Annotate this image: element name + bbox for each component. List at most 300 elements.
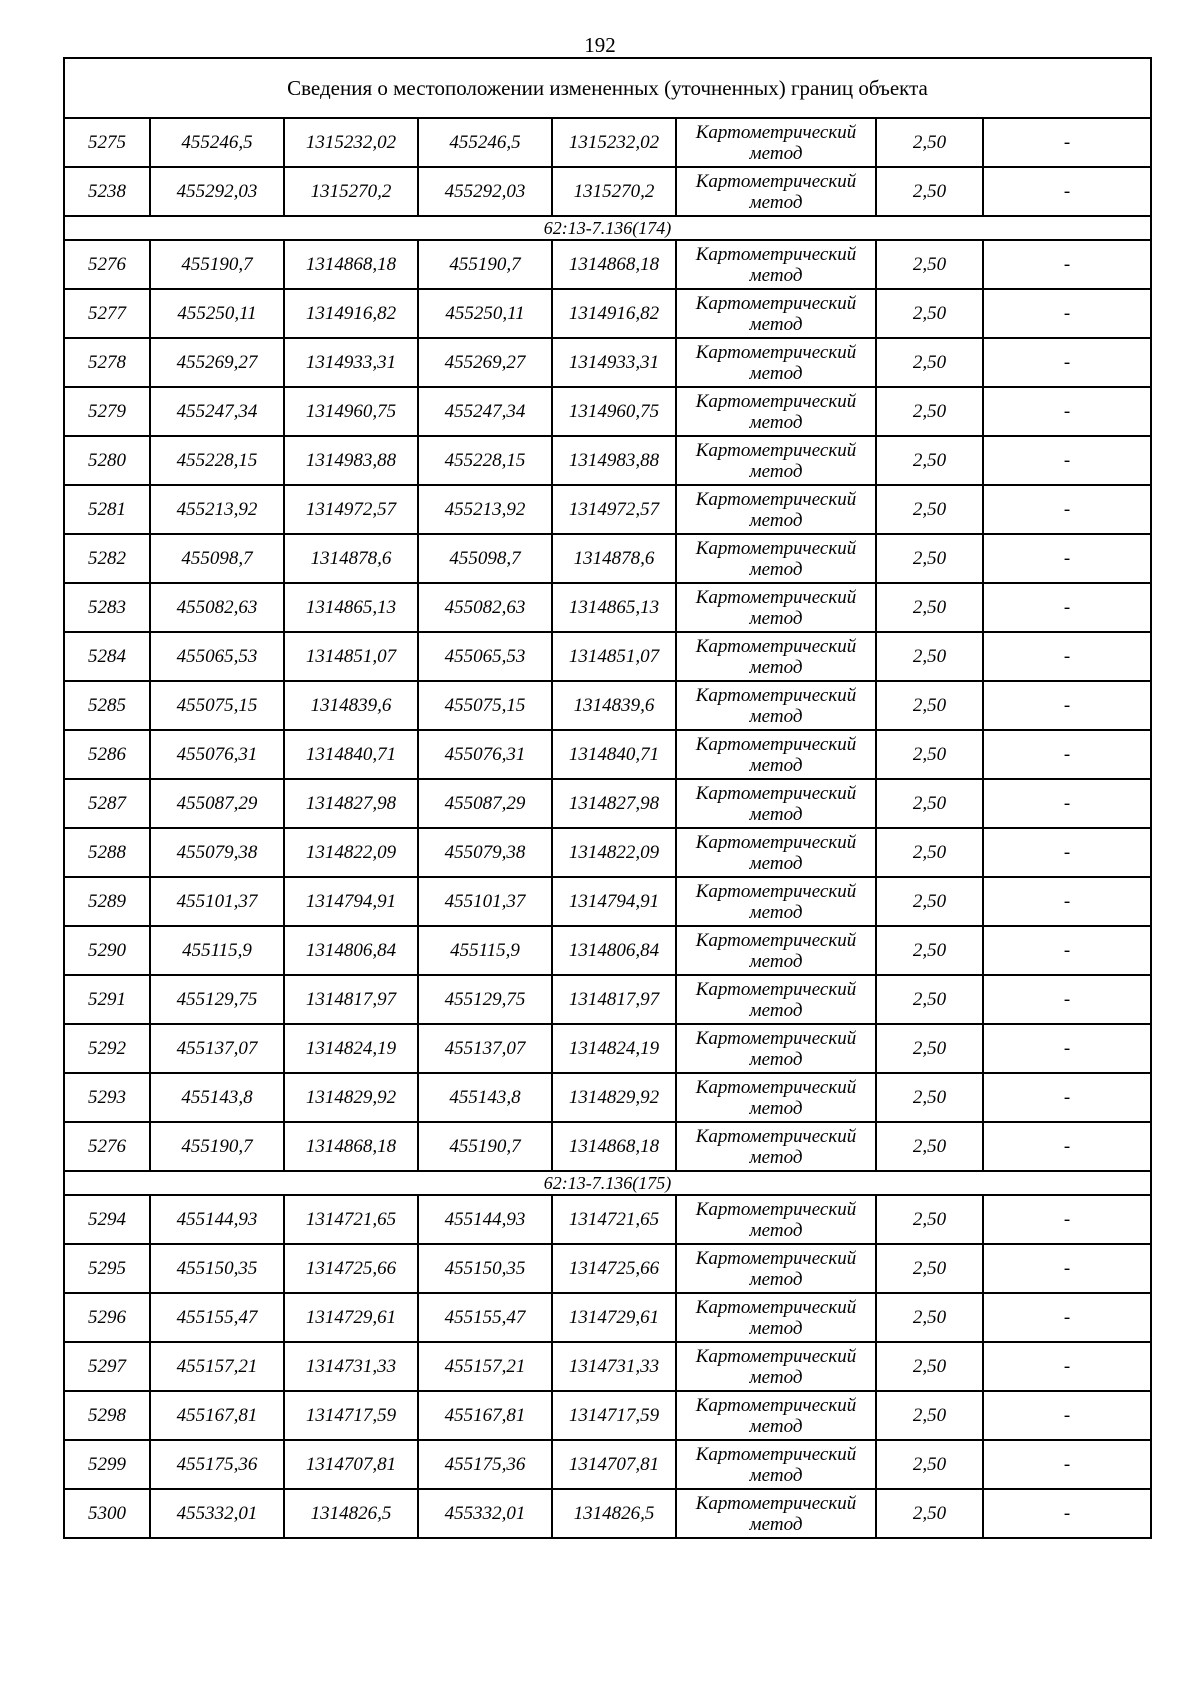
description-cell: - <box>983 1342 1151 1391</box>
method-line-1: Картометрический <box>695 782 857 804</box>
y-existing-cell: 1314806,84 <box>284 926 418 975</box>
y-existing-cell: 1314725,66 <box>284 1244 418 1293</box>
description-cell: - <box>983 1489 1151 1538</box>
point-number-cell: 5299 <box>64 1440 150 1489</box>
x-refined-cell: 455075,15 <box>418 681 552 730</box>
point-number-cell: 5289 <box>64 877 150 926</box>
point-number-cell: 5238 <box>64 167 150 216</box>
y-existing-cell: 1314868,18 <box>284 240 418 289</box>
method-cell <box>676 828 876 877</box>
method-cell <box>676 877 876 926</box>
y-refined-cell: 1314829,92 <box>552 1073 676 1122</box>
method-line-2: метод <box>749 1268 803 1290</box>
y-existing-cell: 1314840,71 <box>284 730 418 779</box>
method-line-2: метод <box>749 607 803 629</box>
precision-cell: 2,50 <box>876 534 983 583</box>
method-line-1: Картометрический <box>695 1394 857 1416</box>
precision-cell: 2,50 <box>876 167 983 216</box>
y-existing-cell: 1314933,31 <box>284 338 418 387</box>
y-refined-cell: 1314729,61 <box>552 1293 676 1342</box>
x-existing-cell: 455075,15 <box>150 681 284 730</box>
y-refined-cell: 1314707,81 <box>552 1440 676 1489</box>
point-number-cell: 5298 <box>64 1391 150 1440</box>
description-cell: - <box>983 730 1151 779</box>
precision-cell: 2,50 <box>876 1293 983 1342</box>
table-row <box>64 1122 1151 1171</box>
point-number-cell: 5286 <box>64 730 150 779</box>
method-cell <box>676 779 876 828</box>
description-cell: - <box>983 436 1151 485</box>
method-cell <box>676 1342 876 1391</box>
x-refined-cell: 455098,7 <box>418 534 552 583</box>
table-row <box>64 1195 1151 1244</box>
x-existing-cell: 455144,93 <box>150 1195 284 1244</box>
y-refined-cell: 1314868,18 <box>552 240 676 289</box>
precision-cell: 2,50 <box>876 118 983 167</box>
y-refined-cell: 1314827,98 <box>552 779 676 828</box>
table-row <box>64 387 1151 436</box>
precision-cell: 2,50 <box>876 975 983 1024</box>
method-line-1: Картометрический <box>695 121 857 143</box>
y-existing-cell: 1315232,02 <box>284 118 418 167</box>
x-refined-cell: 455246,5 <box>418 118 552 167</box>
x-existing-cell: 455292,03 <box>150 167 284 216</box>
x-refined-cell: 455115,9 <box>418 926 552 975</box>
table-row <box>64 289 1151 338</box>
coordinates-table <box>63 57 1152 1539</box>
y-refined-cell: 1314717,59 <box>552 1391 676 1440</box>
description-cell: - <box>983 975 1151 1024</box>
description-cell: - <box>983 387 1151 436</box>
method-line-1: Картометрический <box>695 243 857 265</box>
x-refined-cell: 455155,47 <box>418 1293 552 1342</box>
x-refined-cell: 455137,07 <box>418 1024 552 1073</box>
table-title-row <box>64 58 1151 118</box>
method-cell <box>676 118 876 167</box>
y-refined-cell: 1314794,91 <box>552 877 676 926</box>
table-row <box>64 338 1151 387</box>
precision-cell: 2,50 <box>876 583 983 632</box>
x-refined-cell: 455076,31 <box>418 730 552 779</box>
method-cell <box>676 167 876 216</box>
precision-cell: 2,50 <box>876 1440 983 1489</box>
table-row <box>64 1244 1151 1293</box>
x-refined-cell: 455228,15 <box>418 436 552 485</box>
method-line-1: Картометрический <box>695 880 857 902</box>
page-number: 192 <box>584 33 616 57</box>
method-cell <box>676 1440 876 1489</box>
x-refined-cell: 455065,53 <box>418 632 552 681</box>
y-existing-cell: 1314822,09 <box>284 828 418 877</box>
point-number-cell: 5291 <box>64 975 150 1024</box>
method-line-1: Картометрический <box>695 733 857 755</box>
description-cell: - <box>983 1073 1151 1122</box>
y-existing-cell: 1314817,97 <box>284 975 418 1024</box>
method-line-1: Картометрический <box>695 1125 857 1147</box>
method-line-2: метод <box>749 264 803 286</box>
method-cell <box>676 240 876 289</box>
method-cell <box>676 1122 876 1171</box>
method-cell <box>676 1024 876 1073</box>
y-refined-cell: 1314721,65 <box>552 1195 676 1244</box>
description-cell: - <box>983 926 1151 975</box>
table-row <box>64 681 1151 730</box>
description-cell: - <box>983 118 1151 167</box>
method-cell <box>676 1195 876 1244</box>
method-cell <box>676 632 876 681</box>
method-cell <box>676 681 876 730</box>
x-existing-cell: 455269,27 <box>150 338 284 387</box>
precision-cell: 2,50 <box>876 485 983 534</box>
method-cell <box>676 583 876 632</box>
precision-cell: 2,50 <box>876 1195 983 1244</box>
section-row <box>64 216 1151 240</box>
point-number-cell: 5293 <box>64 1073 150 1122</box>
method-line-1: Картометрический <box>695 1492 857 1514</box>
description-cell: - <box>983 1024 1151 1073</box>
x-existing-cell: 455250,11 <box>150 289 284 338</box>
method-line-1: Картометрический <box>695 1247 857 1269</box>
description-cell: - <box>983 240 1151 289</box>
description-cell: - <box>983 289 1151 338</box>
x-refined-cell: 455269,27 <box>418 338 552 387</box>
precision-cell: 2,50 <box>876 828 983 877</box>
table-row <box>64 167 1151 216</box>
description-cell: - <box>983 828 1151 877</box>
x-existing-cell: 455167,81 <box>150 1391 284 1440</box>
point-number-cell: 5278 <box>64 338 150 387</box>
x-refined-cell: 455190,7 <box>418 240 552 289</box>
method-line-2: метод <box>749 362 803 384</box>
method-line-2: метод <box>749 1415 803 1437</box>
point-number-cell: 5300 <box>64 1489 150 1538</box>
y-existing-cell: 1314960,75 <box>284 387 418 436</box>
point-number-cell: 5290 <box>64 926 150 975</box>
method-line-1: Картометрический <box>695 341 857 363</box>
method-cell <box>676 926 876 975</box>
description-cell: - <box>983 1244 1151 1293</box>
method-cell <box>676 1391 876 1440</box>
x-existing-cell: 455246,5 <box>150 118 284 167</box>
section-label: 62:13-7.136(175) <box>64 1171 1151 1195</box>
method-line-2: метод <box>749 1464 803 1486</box>
y-refined-cell: 1314817,97 <box>552 975 676 1024</box>
precision-cell: 2,50 <box>876 387 983 436</box>
description-cell: - <box>983 1293 1151 1342</box>
method-cell <box>676 730 876 779</box>
table-row <box>64 534 1151 583</box>
method-line-2: метод <box>749 950 803 972</box>
point-number-cell: 5280 <box>64 436 150 485</box>
table-row <box>64 436 1151 485</box>
point-number-cell: 5297 <box>64 1342 150 1391</box>
method-line-1: Картометрический <box>695 292 857 314</box>
y-existing-cell: 1314851,07 <box>284 632 418 681</box>
x-existing-cell: 455101,37 <box>150 877 284 926</box>
y-refined-cell: 1314839,6 <box>552 681 676 730</box>
method-line-1: Картометрический <box>695 635 857 657</box>
y-refined-cell: 1314972,57 <box>552 485 676 534</box>
precision-cell: 2,50 <box>876 1073 983 1122</box>
y-existing-cell: 1314865,13 <box>284 583 418 632</box>
x-existing-cell: 455115,9 <box>150 926 284 975</box>
description-cell: - <box>983 877 1151 926</box>
table-row <box>64 632 1151 681</box>
description-cell: - <box>983 167 1151 216</box>
precision-cell: 2,50 <box>876 1244 983 1293</box>
x-refined-cell: 455129,75 <box>418 975 552 1024</box>
point-number-cell: 5283 <box>64 583 150 632</box>
table-row <box>64 926 1151 975</box>
x-refined-cell: 455101,37 <box>418 877 552 926</box>
method-cell <box>676 1073 876 1122</box>
y-existing-cell: 1314868,18 <box>284 1122 418 1171</box>
precision-cell: 2,50 <box>876 338 983 387</box>
table-row <box>64 485 1151 534</box>
method-line-1: Картометрический <box>695 488 857 510</box>
description-cell: - <box>983 681 1151 730</box>
precision-cell: 2,50 <box>876 926 983 975</box>
x-existing-cell: 455137,07 <box>150 1024 284 1073</box>
x-existing-cell: 455213,92 <box>150 485 284 534</box>
y-refined-cell: 1314822,09 <box>552 828 676 877</box>
table-row <box>64 1073 1151 1122</box>
x-refined-cell: 455250,11 <box>418 289 552 338</box>
y-existing-cell: 1314721,65 <box>284 1195 418 1244</box>
x-existing-cell: 455098,7 <box>150 534 284 583</box>
point-number-cell: 5294 <box>64 1195 150 1244</box>
y-existing-cell: 1314916,82 <box>284 289 418 338</box>
method-line-1: Картометрический <box>695 439 857 461</box>
x-refined-cell: 455082,63 <box>418 583 552 632</box>
x-refined-cell: 455150,35 <box>418 1244 552 1293</box>
precision-cell: 2,50 <box>876 632 983 681</box>
description-cell: - <box>983 1391 1151 1440</box>
description-cell: - <box>983 338 1151 387</box>
x-existing-cell: 455082,63 <box>150 583 284 632</box>
x-existing-cell: 455087,29 <box>150 779 284 828</box>
method-line-2: метод <box>749 901 803 923</box>
method-line-2: метод <box>749 999 803 1021</box>
point-number-cell: 5279 <box>64 387 150 436</box>
method-line-1: Картометрический <box>695 929 857 951</box>
x-refined-cell: 455332,01 <box>418 1489 552 1538</box>
x-refined-cell: 455079,38 <box>418 828 552 877</box>
method-line-2: метод <box>749 1317 803 1339</box>
method-cell <box>676 1293 876 1342</box>
method-line-2: метод <box>749 1366 803 1388</box>
y-refined-cell: 1314916,82 <box>552 289 676 338</box>
point-number-cell: 5276 <box>64 1122 150 1171</box>
y-refined-cell: 1315270,2 <box>552 167 676 216</box>
section-label: 62:13-7.136(174) <box>64 216 1151 240</box>
y-existing-cell: 1314717,59 <box>284 1391 418 1440</box>
table-title: Сведения о местоположении измененных (уточненных) границ объекта <box>64 58 1151 118</box>
y-existing-cell: 1314707,81 <box>284 1440 418 1489</box>
y-existing-cell: 1314829,92 <box>284 1073 418 1122</box>
x-existing-cell: 455332,01 <box>150 1489 284 1538</box>
x-refined-cell: 455157,21 <box>418 1342 552 1391</box>
method-cell <box>676 289 876 338</box>
description-cell: - <box>983 485 1151 534</box>
method-cell <box>676 436 876 485</box>
precision-cell: 2,50 <box>876 1489 983 1538</box>
table-row <box>64 828 1151 877</box>
x-existing-cell: 455228,15 <box>150 436 284 485</box>
method-line-1: Картометрический <box>695 684 857 706</box>
method-line-2: метод <box>749 852 803 874</box>
y-existing-cell: 1314729,61 <box>284 1293 418 1342</box>
x-existing-cell: 455129,75 <box>150 975 284 1024</box>
precision-cell: 2,50 <box>876 289 983 338</box>
y-refined-cell: 1315232,02 <box>552 118 676 167</box>
method-line-2: метод <box>749 142 803 164</box>
method-line-1: Картометрический <box>695 390 857 412</box>
method-line-2: метод <box>749 558 803 580</box>
x-refined-cell: 455292,03 <box>418 167 552 216</box>
y-refined-cell: 1314851,07 <box>552 632 676 681</box>
method-line-1: Картометрический <box>695 1443 857 1465</box>
y-refined-cell: 1314806,84 <box>552 926 676 975</box>
point-number-cell: 5292 <box>64 1024 150 1073</box>
method-line-1: Картометрический <box>695 586 857 608</box>
table-row <box>64 975 1151 1024</box>
method-line-1: Картометрический <box>695 1345 857 1367</box>
x-existing-cell: 455150,35 <box>150 1244 284 1293</box>
point-number-cell: 5277 <box>64 289 150 338</box>
method-cell <box>676 534 876 583</box>
method-cell <box>676 1244 876 1293</box>
method-line-2: метод <box>749 191 803 213</box>
method-line-2: метод <box>749 313 803 335</box>
method-line-2: метод <box>749 1146 803 1168</box>
y-refined-cell: 1314983,88 <box>552 436 676 485</box>
table-row <box>64 1293 1151 1342</box>
method-line-2: метод <box>749 411 803 433</box>
precision-cell: 2,50 <box>876 730 983 779</box>
method-line-1: Картометрический <box>695 1027 857 1049</box>
table-row <box>64 583 1151 632</box>
point-number-cell: 5288 <box>64 828 150 877</box>
y-existing-cell: 1314826,5 <box>284 1489 418 1538</box>
table-row <box>64 118 1151 167</box>
precision-cell: 2,50 <box>876 681 983 730</box>
table-row <box>64 1489 1151 1538</box>
method-line-2: метод <box>749 1513 803 1535</box>
description-cell: - <box>983 583 1151 632</box>
x-refined-cell: 455247,34 <box>418 387 552 436</box>
point-number-cell: 5284 <box>64 632 150 681</box>
x-existing-cell: 455076,31 <box>150 730 284 779</box>
x-existing-cell: 455190,7 <box>150 240 284 289</box>
precision-cell: 2,50 <box>876 240 983 289</box>
y-refined-cell: 1314840,71 <box>552 730 676 779</box>
method-cell <box>676 975 876 1024</box>
method-line-2: метод <box>749 754 803 776</box>
method-line-2: метод <box>749 460 803 482</box>
description-cell: - <box>983 779 1151 828</box>
y-refined-cell: 1314824,19 <box>552 1024 676 1073</box>
x-existing-cell: 455190,7 <box>150 1122 284 1171</box>
y-refined-cell: 1314731,33 <box>552 1342 676 1391</box>
y-existing-cell: 1314731,33 <box>284 1342 418 1391</box>
x-refined-cell: 455190,7 <box>418 1122 552 1171</box>
point-number-cell: 5281 <box>64 485 150 534</box>
method-line-1: Картометрический <box>695 1296 857 1318</box>
point-number-cell: 5275 <box>64 118 150 167</box>
y-existing-cell: 1314794,91 <box>284 877 418 926</box>
table-row <box>64 1024 1151 1073</box>
y-refined-cell: 1314960,75 <box>552 387 676 436</box>
method-line-2: метод <box>749 1097 803 1119</box>
method-cell <box>676 338 876 387</box>
table-row <box>64 240 1151 289</box>
x-refined-cell: 455143,8 <box>418 1073 552 1122</box>
y-existing-cell: 1314983,88 <box>284 436 418 485</box>
point-number-cell: 5295 <box>64 1244 150 1293</box>
method-cell <box>676 1489 876 1538</box>
x-existing-cell: 455155,47 <box>150 1293 284 1342</box>
x-refined-cell: 455175,36 <box>418 1440 552 1489</box>
precision-cell: 2,50 <box>876 877 983 926</box>
point-number-cell: 5296 <box>64 1293 150 1342</box>
x-existing-cell: 455157,21 <box>150 1342 284 1391</box>
method-line-1: Картометрический <box>695 170 857 192</box>
x-refined-cell: 455087,29 <box>418 779 552 828</box>
method-line-2: метод <box>749 656 803 678</box>
description-cell: - <box>983 1440 1151 1489</box>
precision-cell: 2,50 <box>876 436 983 485</box>
method-line-2: метод <box>749 1219 803 1241</box>
point-number-cell: 5287 <box>64 779 150 828</box>
method-line-1: Картометрический <box>695 537 857 559</box>
method-line-1: Картометрический <box>695 1076 857 1098</box>
section-row <box>64 1171 1151 1195</box>
point-number-cell: 5285 <box>64 681 150 730</box>
y-refined-cell: 1314933,31 <box>552 338 676 387</box>
method-line-1: Картометрический <box>695 831 857 853</box>
x-existing-cell: 455079,38 <box>150 828 284 877</box>
point-number-cell: 5276 <box>64 240 150 289</box>
table-row <box>64 730 1151 779</box>
y-refined-cell: 1314826,5 <box>552 1489 676 1538</box>
y-existing-cell: 1315270,2 <box>284 167 418 216</box>
method-cell <box>676 485 876 534</box>
table-row <box>64 779 1151 828</box>
x-existing-cell: 455247,34 <box>150 387 284 436</box>
table-row <box>64 1440 1151 1489</box>
x-existing-cell: 455143,8 <box>150 1073 284 1122</box>
precision-cell: 2,50 <box>876 1391 983 1440</box>
method-line-1: Картометрический <box>695 978 857 1000</box>
table-row <box>64 877 1151 926</box>
method-line-1: Картометрический <box>695 1198 857 1220</box>
description-cell: - <box>983 534 1151 583</box>
y-refined-cell: 1314868,18 <box>552 1122 676 1171</box>
table-row <box>64 1342 1151 1391</box>
x-refined-cell: 455167,81 <box>418 1391 552 1440</box>
y-refined-cell: 1314878,6 <box>552 534 676 583</box>
x-refined-cell: 455213,92 <box>418 485 552 534</box>
x-refined-cell: 455144,93 <box>418 1195 552 1244</box>
method-cell <box>676 387 876 436</box>
precision-cell: 2,50 <box>876 779 983 828</box>
table-row <box>64 1391 1151 1440</box>
description-cell: - <box>983 1195 1151 1244</box>
description-cell: - <box>983 1122 1151 1171</box>
y-existing-cell: 1314824,19 <box>284 1024 418 1073</box>
y-existing-cell: 1314827,98 <box>284 779 418 828</box>
